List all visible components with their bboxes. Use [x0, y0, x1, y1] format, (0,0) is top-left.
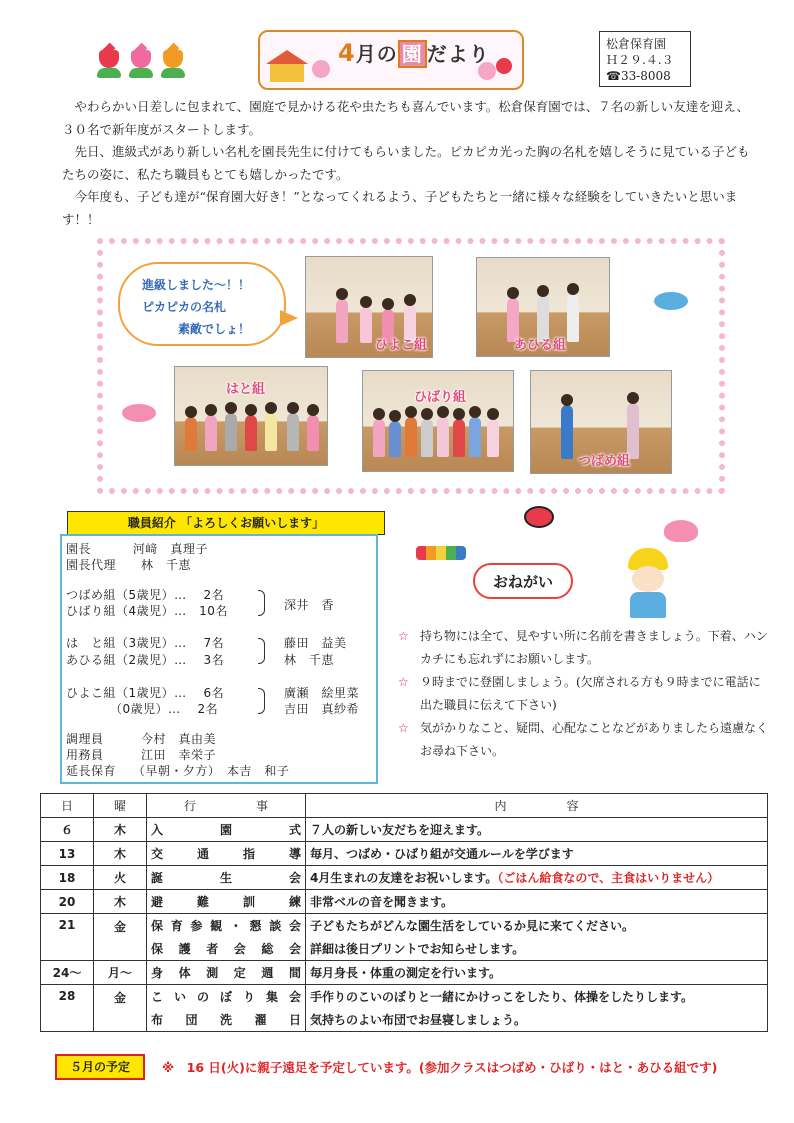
photo-label-hibari: ひばり組 — [414, 390, 467, 405]
intro-paragraph: 今年度も、子ども達が“保育園大好き！”となってくれるよう、子どもたちと一緒に様々な経験をしていきたいと思います！！ — [62, 189, 738, 227]
staff-row: 園長 河﨑 真理子 — [66, 542, 208, 556]
bubble-line: 進級しました～！！ — [142, 278, 251, 292]
photo-label-hiyoko: ひよこ組 — [375, 338, 428, 353]
intro-paragraph: やわらかい日差しに包まれて、園庭で見かける花や虫たちも喜んでいます。松倉保育園では、７名の新しい友達を迎え、３０名で新年度がスタートします。 — [62, 99, 750, 137]
request-item: ☆ ９時までに登園しましょう。(欠席される方も９時までに電話に出た職員に伝えて下さい) — [398, 671, 768, 717]
house-icon — [266, 50, 308, 82]
teacher-name: 林 千恵 — [284, 653, 335, 667]
header-content: 内 容 — [306, 794, 768, 818]
may-schedule-label: ５月の予定 — [55, 1054, 145, 1080]
bubble-line: 素敵でしょ！ — [178, 322, 251, 336]
table-row: 20 木 避難訓練 非常ベルの音を聞きます。 — [41, 890, 768, 914]
table-row: 布団洗濯日 気持ちのよい布団でお昼寝しましょう。 — [41, 1008, 768, 1032]
teacher-name: 深井 香 — [284, 598, 335, 612]
star-icon: ☆ — [398, 721, 409, 735]
onegai-badge: おねがい — [473, 563, 573, 599]
newsletter-title: 4月の 園 だより — [338, 39, 490, 67]
table-row: 18 火 誕生会 4月生まれの友達をお祝いします。（ごはん給食なので、主食はいりません） — [41, 866, 768, 890]
staff-row: 用務員 江田 幸栄子 — [66, 748, 217, 762]
tulip-icon-pink — [128, 50, 154, 78]
table-row: ６ 木 入園式 ７人の新しい友だちを迎えます。 — [41, 818, 768, 842]
issue-date: Ｈ２９.４.３ — [606, 53, 674, 67]
brace — [258, 638, 265, 664]
table-row: 28 金 こいのぼり集会 手作りのこいのぼりと一緒にかけっこをしたり、体操をしたりします。 — [41, 985, 768, 1009]
staff-row: 延長保育 （早朝・夕方） 本吉 和子 — [66, 764, 290, 778]
ladybug-icon — [524, 506, 554, 528]
request-item: ☆ 持ち物には全て、見やすい所に名前を書きましょう。下着、ハンカチにも忘れずにお願いします。 — [398, 625, 768, 671]
table-row: 21 金 保育参観・懇談会 子どもたちがどんな園生活をしているか見に来てください。 — [41, 914, 768, 938]
tulip-icon-red — [96, 50, 122, 78]
star-icon: ☆ — [398, 675, 409, 689]
teacher-name: 藤田 益美 — [284, 636, 347, 650]
star-icon: ☆ — [398, 629, 409, 643]
nursery-info — [599, 31, 691, 87]
fish-icon — [122, 404, 156, 422]
bubble-line: ピカピカの名札 — [142, 300, 227, 314]
fish-icon — [654, 292, 688, 310]
photo-label-tsubame: つばめ組 — [578, 454, 631, 469]
staff-intro-title: 職員紹介 「よろしくお願いします」 — [67, 511, 385, 535]
rice-lunch-note: （ごはん給食なので、主食はいりません） — [497, 871, 720, 885]
tulip-icon-orange — [160, 50, 186, 78]
staff-row: 調理員 今村 真由美 — [66, 732, 217, 746]
table-row: 24～ 月～ 身体測定週間 毎月身長・体重の測定を行います。 — [41, 961, 768, 985]
nursery-name: 松倉保育園 — [606, 37, 667, 51]
teacher-name: 吉田 真紗希 — [284, 702, 360, 716]
teacher-name: 廣瀬 絵里菜 — [284, 686, 360, 700]
tree-icon — [312, 60, 330, 78]
table-header-row — [41, 794, 768, 818]
bubble-tail — [280, 310, 298, 326]
phone-number: ☎33-8008 — [606, 69, 671, 83]
staff-row: つばめ組（5歳児）… 2名 — [66, 588, 225, 602]
staff-row: ひばり組（4歳児）… 10名 — [66, 604, 228, 618]
may-schedule-text: ※ 16 日(火)に親子遠足を予定しています。(参加クラスはつばめ・ひばり・はと・あひる組です) — [162, 1060, 718, 1075]
photo-label-ahiru: あひる組 — [514, 338, 567, 353]
staff-row: 園長代理 林 千恵 — [66, 558, 192, 572]
brace — [258, 688, 265, 714]
staff-row: （0歳児）… 2名 — [66, 702, 219, 716]
staff-row: は と組（3歳児）… 7名 — [66, 636, 225, 650]
request-list — [398, 625, 768, 763]
header-day: 日 — [41, 794, 94, 818]
event-schedule-table — [40, 793, 768, 1032]
intro-text — [62, 96, 752, 231]
butterfly-icon — [664, 520, 698, 542]
header-event: 行 事 — [147, 794, 306, 818]
child-icon — [622, 548, 674, 618]
staff-row: あひる組（2歳児）… 3名 — [66, 653, 225, 667]
photo-label-hato: はと組 — [226, 382, 266, 397]
table-row: 保護者会総会 詳細は後日プリントでお知らせします。 — [41, 937, 768, 961]
staff-row: ひよこ組（1歳児）… 6名 — [66, 686, 225, 700]
speech-bubble — [118, 262, 286, 346]
request-item: ☆ 気がかりなこと、疑問、心配なことなどがありましたら遠慮なくお尋ね下さい。 — [398, 717, 768, 763]
crayon-icon — [416, 546, 466, 560]
table-row: 13 木 交通指導 毎月、つばめ・ひばり組が交通ルールを学びます — [41, 842, 768, 866]
tree-icon — [496, 58, 512, 74]
intro-paragraph: 先日、進級式があり新しい名札を園長先生に付けてもらいました。ピカピカ光った胸の名札を嬉しそうに見ている子どもたちの姿に、私たち職員もとても嬉しかったです。 — [62, 144, 750, 182]
header-weekday: 曜 — [94, 794, 147, 818]
brace — [258, 590, 265, 616]
